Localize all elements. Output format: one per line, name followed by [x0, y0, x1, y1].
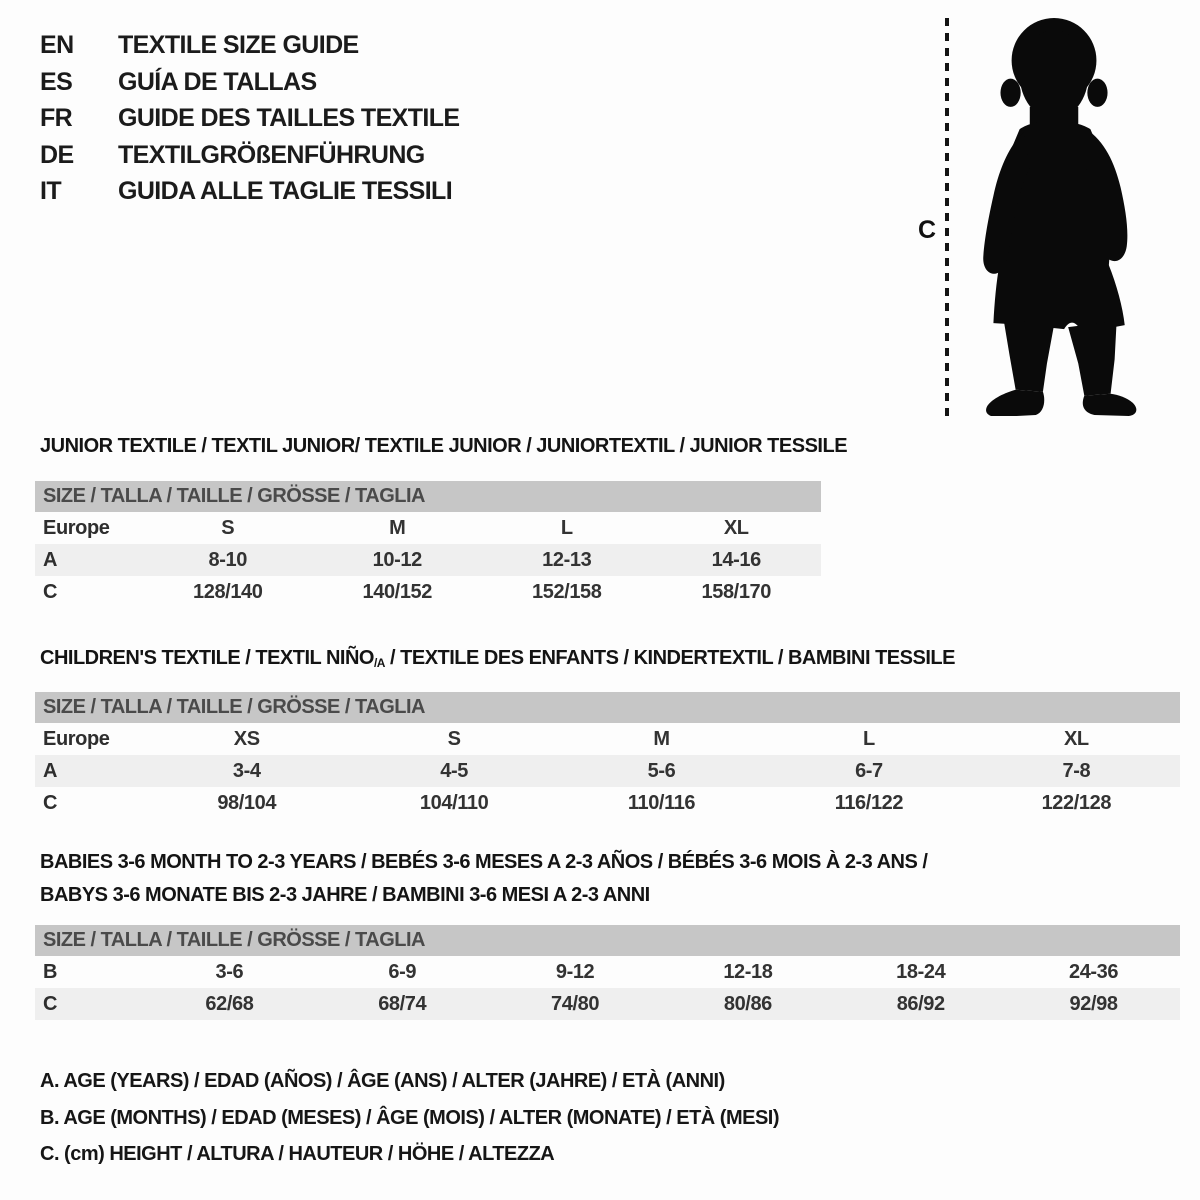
- table-cell: 5-6: [647, 760, 676, 782]
- language-code: IT: [40, 177, 62, 205]
- children-table-section: [35, 642, 1180, 819]
- table-row: [35, 576, 821, 608]
- language-code: ES: [40, 67, 73, 96]
- table-title: [35, 642, 1180, 677]
- table-cell: 128/140: [193, 581, 263, 603]
- language-title: GUIDA ALLE TAGLIE TESSILI: [118, 177, 453, 205]
- row-label: Europe: [43, 728, 110, 750]
- table-title: [35, 430, 848, 463]
- table-title: [35, 879, 1180, 912]
- table-cell: 98/104: [217, 792, 277, 814]
- table-cell: 7-8: [1062, 760, 1091, 782]
- size-header-bar: SIZE / TALLA / TAILLE / GRÖSSE / TAGLIA: [35, 481, 821, 512]
- babies-table-section: [35, 846, 1180, 1020]
- table-row: [35, 755, 1180, 787]
- table-title-text: JUNIOR TEXTILE / TEXTIL JUNIOR/ TEXTILE JUNIOR / JUNIORTEXTIL / JUNIOR TESSILE: [40, 435, 848, 457]
- language-row: [40, 100, 460, 137]
- table-title-text: BABYS 3-6 MONATE BIS 2-3 JAHRE / BAMBINI 3-6 MESI A 2-3 ANNI: [40, 884, 650, 906]
- table-row: [35, 988, 1180, 1020]
- table-cell: M: [389, 517, 406, 539]
- size-header-bar: SIZE / TALLA / TAILLE / GRÖSSE / TAGLIA: [35, 692, 1180, 723]
- table-cell: 18-24: [896, 961, 946, 983]
- table-cell: 80/86: [723, 993, 772, 1015]
- language-code: EN: [40, 31, 74, 59]
- table-cell: L: [863, 728, 875, 750]
- language-row: [40, 137, 460, 174]
- language-code: DE: [40, 140, 74, 169]
- table-cell: 12-13: [542, 549, 592, 571]
- row-label: A: [43, 549, 58, 571]
- row-label: C: [43, 993, 58, 1015]
- language-title: GUÍA DE TALLAS: [118, 67, 317, 96]
- language-title: TEXTILE SIZE GUIDE: [118, 31, 359, 59]
- language-title: TEXTILGRÖßENFÜHRUNG: [118, 140, 425, 169]
- legend-line: C. (cm) HEIGHT / ALTURA / HAUTEUR / HÖHE / ALTEZZA: [40, 1143, 555, 1165]
- table-cell: 14-16: [711, 549, 761, 571]
- junior-table-section: [35, 430, 848, 608]
- table-row: [35, 544, 821, 576]
- table-cell: 62/68: [205, 993, 254, 1015]
- table-title: [35, 846, 1180, 879]
- table-cell: XL: [1063, 728, 1089, 750]
- table-cell: 104/110: [419, 792, 489, 814]
- table-cell: 9-12: [555, 961, 595, 983]
- table-cell: 68/74: [378, 993, 427, 1015]
- table-title-text: / TEXTILE DES ENFANTS / KINDERTEXTIL / BAMBINI TESSILE: [384, 647, 955, 669]
- table-cell: 86/92: [896, 993, 945, 1015]
- table-cell: 6-9: [388, 961, 417, 983]
- table-cell: 8-10: [208, 549, 247, 571]
- language-title: GUIDE DES TAILLES TEXTILE: [118, 104, 460, 132]
- table-cell: XS: [233, 728, 260, 750]
- table-title-subscript: /A: [373, 656, 385, 670]
- row-label: B: [43, 961, 58, 983]
- row-label: A: [43, 760, 58, 782]
- table-cell: 116/122: [834, 792, 904, 814]
- table-cell: M: [653, 728, 670, 750]
- height-measure-label: C: [918, 216, 937, 244]
- table-row: [35, 956, 1180, 988]
- table-title-text: CHILDREN'S TEXTILE / TEXTIL NIÑO: [40, 647, 374, 669]
- table-cell: 74/80: [551, 993, 600, 1015]
- table-row: [35, 723, 1180, 755]
- height-figure: [900, 10, 1170, 422]
- toddler-silhouette-icon: [964, 16, 1140, 416]
- legend-line: B. AGE (MONTHS) / EDAD (MESES) / ÂGE (MOIS) / ALTER (MONATE) / ETÀ (MESI): [40, 1106, 780, 1129]
- row-label: Europe: [43, 517, 110, 539]
- row-label: C: [43, 581, 58, 603]
- table-cell: 6-7: [855, 760, 883, 782]
- table-cell: 110/116: [627, 792, 696, 814]
- table-cell: 12-18: [723, 961, 773, 983]
- table-cell: L: [560, 517, 573, 539]
- table-cell: 152/158: [532, 581, 602, 603]
- table-cell: S: [221, 517, 235, 539]
- height-measure-line-icon: [944, 18, 950, 418]
- table-cell: 3-4: [232, 760, 261, 782]
- language-row: [40, 173, 460, 210]
- table-row: [35, 787, 1180, 819]
- language-code: FR: [40, 104, 73, 132]
- table-cell: 140/152: [362, 581, 432, 603]
- language-row: [40, 64, 460, 101]
- table-cell: S: [447, 728, 461, 750]
- table-cell: 122/128: [1041, 792, 1112, 814]
- table-cell: 4-5: [440, 760, 468, 782]
- table-cell: 24-36: [1068, 961, 1119, 983]
- legend: [40, 1063, 779, 1173]
- table-cell: 158/170: [701, 581, 771, 603]
- row-label: C: [43, 792, 58, 814]
- table-cell: XL: [723, 517, 749, 539]
- language-row: [40, 27, 460, 64]
- legend-line: A. AGE (YEARS) / EDAD (AÑOS) / ÂGE (ANS) / ALTER (JAHRE) / ETÀ (ANNI): [40, 1070, 725, 1092]
- table-cell: 3-6: [215, 961, 244, 983]
- table-row: [35, 512, 821, 544]
- table-cell: 92/98: [1069, 993, 1118, 1015]
- table-cell: 10-12: [372, 549, 422, 571]
- size-header-bar: SIZE / TALLA / TAILLE / GRÖSSE / TAGLIA: [35, 925, 1180, 956]
- table-title-text: BABIES 3-6 MONTH TO 2-3 YEARS / BEBÉS 3-6 MESES A 2-3 AÑOS / BÉBÉS 3-6 MOIS À 2-3 ANS /: [40, 851, 928, 873]
- language-list: [40, 27, 460, 210]
